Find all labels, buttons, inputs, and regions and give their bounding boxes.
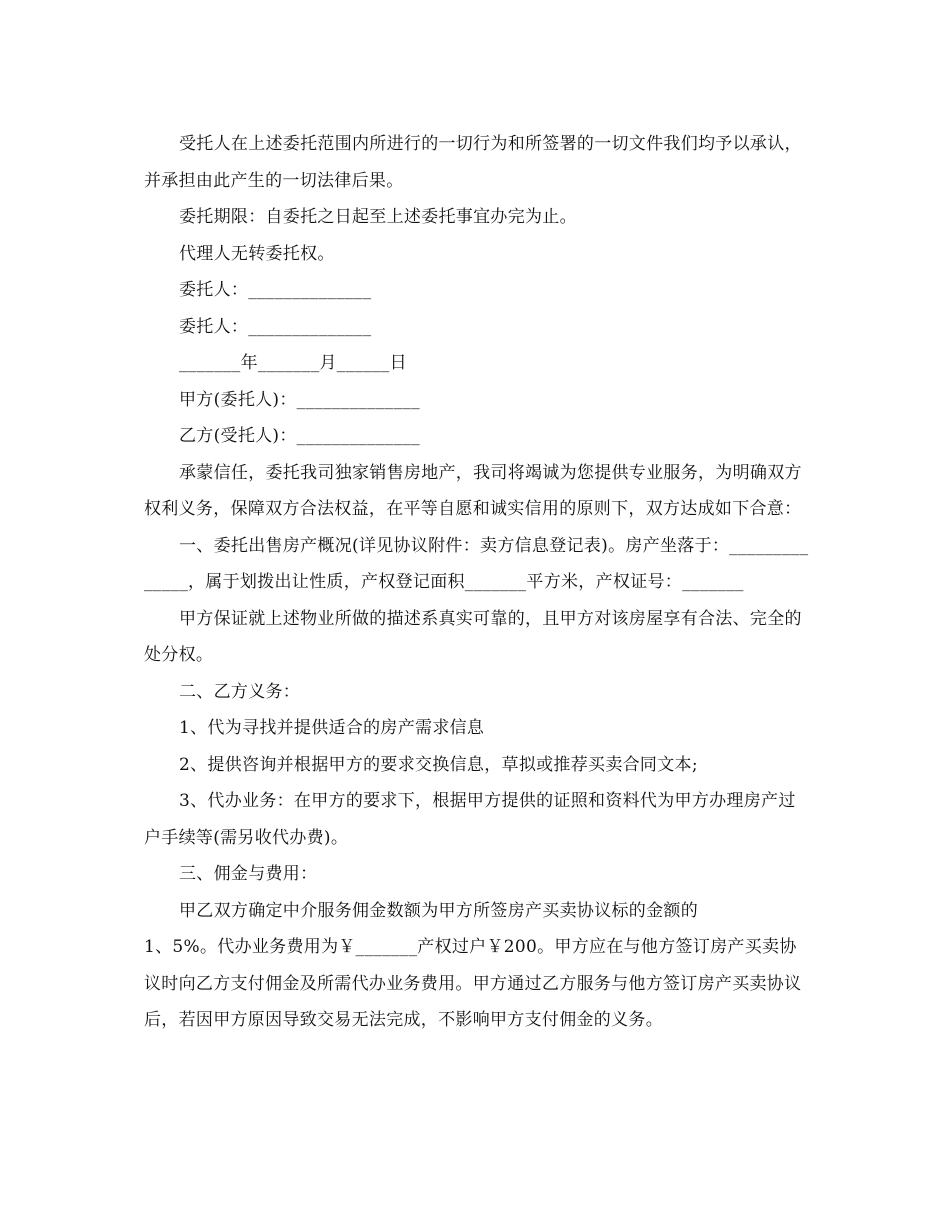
paragraph-property-overview: 一、委托出售房产概况(详见协议附件：卖方信息登记表)。房产坐落于：______________，属于划拨出让性质，产权登记面积_______平方米，产权证号：_______ <box>144 535 809 592</box>
paragraph-term: 委托期限：自委托之日起至上述委托事宜办完为止。 <box>179 207 577 227</box>
party-b-line: 乙方(受托人)：______________ <box>179 426 420 446</box>
list-item-duty-3: 3、代办业务：在甲方的要求下，根据甲方提供的证照和资料代为甲方办理房产过户手续等(需另收代办费)。 <box>144 791 796 848</box>
paragraph-no-subdelegation: 代理人无转委托权。 <box>179 243 335 264</box>
list-item-duty-2: 2、提供咨询并根据甲方的要求交换信息，草拟或推荐买卖合同文本; <box>179 754 698 775</box>
paragraph-acknowledgement: 受托人在上述委托范围内所进行的一切行为和所签署的一切文件我们均予以承认，并承担由此产生的一切法律后果。 <box>144 134 802 191</box>
document-body <box>144 126 809 1039</box>
party-a-line: 甲方(委托人)：______________ <box>179 389 420 410</box>
signature-line-principal-1: 委托人：______________ <box>179 280 372 300</box>
paragraph-commission-terms: 1、5%。代办业务费用为￥_______产权过户￥200。甲方应在与他方签订房产买卖协议时向乙方支付佣金及所需代办业务费用。甲方通过乙方服务与他方签订房产买卖协议后，若因甲方原因导致交易无法完成，不影响甲方支付佣金的义务。 <box>144 937 802 1030</box>
signature-line-principal-2: 委托人：______________ <box>179 316 372 337</box>
date-line: _______年_______月______日 <box>179 353 407 373</box>
paragraph-commission-intro: 甲乙双方确定中介服务佣金数额为甲方所签房产买卖协议标的金额的 <box>179 900 698 921</box>
section-heading-commission: 三、佣金与费用： <box>179 864 318 884</box>
paragraph-preamble: 承蒙信任，委托我司独家销售房地产，我司将竭诚为您提供专业服务，为明确双方权利义务，保障双方合法权益，在平等自愿和诚实信用的原则下，双方达成如下合意： <box>144 462 802 519</box>
list-item-duty-1: 1、代为寻找并提供适合的房产需求信息 <box>179 718 485 738</box>
paragraph-party-a-guarantee: 甲方保证就上述物业所做的描述系真实可靠的，且甲方对该房屋享有合法、完全的处分权。 <box>144 608 802 665</box>
section-heading-party-b-duties: 二、乙方义务： <box>179 681 301 702</box>
